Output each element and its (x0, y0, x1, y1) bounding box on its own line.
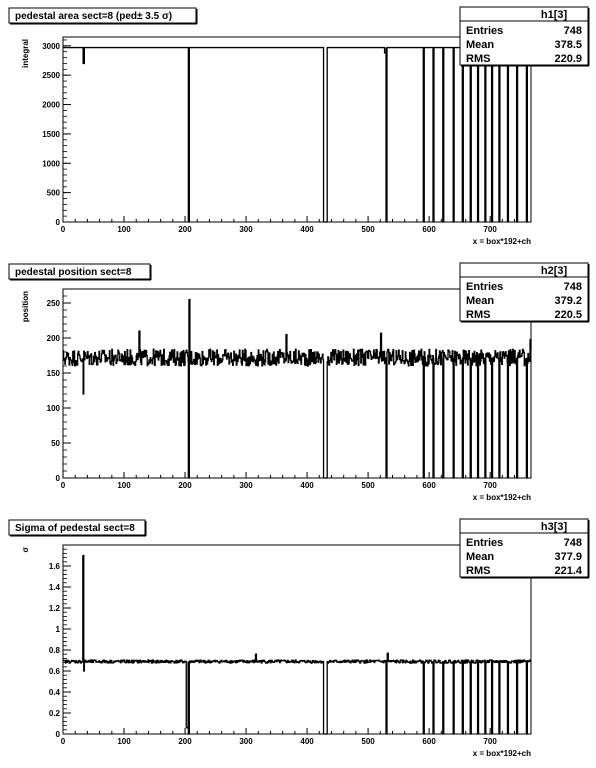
y-tick-label: 1 (55, 625, 60, 634)
stats-entries-value: 748 (563, 281, 582, 293)
stats-mean-label: Mean (466, 39, 495, 51)
y-tick-label: 1.6 (48, 562, 60, 571)
x-tick-label: 500 (361, 481, 375, 490)
y-tick-label: 3000 (42, 41, 60, 51)
y-tick-label: 2000 (42, 100, 60, 110)
x-tick-label: 500 (361, 737, 375, 746)
y-tick-label: 0.6 (48, 667, 60, 676)
stats-mean-value: 379.2 (554, 295, 582, 307)
y-tick-label: 1500 (42, 129, 60, 139)
x-tick-label: 200 (178, 737, 192, 746)
stats-mean-value: 378.5 (554, 39, 582, 51)
stats-name: h3[3] (540, 521, 568, 533)
stats-mean-label: Mean (466, 551, 495, 563)
histogram-trace (63, 48, 531, 222)
x-tick-label: 600 (422, 737, 436, 746)
x-tick-label: 0 (60, 737, 66, 746)
x-tick-label: 0 (60, 225, 66, 234)
x-tick-label: 300 (239, 225, 253, 234)
x-axis-label: x = box*192+ch (472, 237, 531, 246)
x-tick-label: 400 (300, 737, 314, 746)
y-tick-label: 150 (46, 369, 60, 378)
histogram-trace (63, 300, 531, 479)
x-tick-label: 600 (422, 225, 436, 234)
y-tick-label: 0 (55, 474, 60, 483)
x-tick-label: 100 (117, 481, 131, 490)
stats-mean-value: 377.9 (554, 551, 582, 563)
stats-rms-label: RMS (466, 565, 491, 577)
x-tick-label: 200 (178, 481, 192, 490)
x-tick-label: 700 (483, 225, 497, 234)
y-tick-label: 500 (46, 188, 60, 198)
x-tick-label: 100 (117, 225, 131, 234)
chart-title: Sigma of pedestal sect=8 (15, 523, 135, 534)
x-tick-label: 700 (483, 481, 497, 490)
x-tick-label: 400 (300, 481, 314, 490)
stats-entries-value: 748 (563, 25, 582, 37)
x-tick-label: 500 (361, 225, 375, 234)
y-tick-label: 1.2 (48, 604, 60, 613)
y-tick-label: 0.2 (48, 709, 60, 718)
histogram-trace (63, 556, 531, 735)
stats-entries-label: Entries (466, 537, 504, 549)
stats-mean-label: Mean (466, 295, 495, 307)
stats-entries-label: Entries (466, 25, 504, 37)
stats-rms-value: 220.9 (554, 53, 582, 65)
y-axis-label: position (21, 291, 30, 323)
y-axis-label: σ (21, 547, 30, 553)
stats-rms-label: RMS (466, 53, 491, 65)
stats-name: h1[3] (540, 9, 568, 21)
y-tick-label: 2500 (42, 71, 60, 81)
x-tick-label: 300 (239, 481, 253, 490)
y-tick-label: 0 (55, 218, 60, 227)
y-tick-label: 0.8 (48, 646, 60, 655)
y-tick-label: 250 (46, 299, 60, 308)
y-tick-label: 0 (55, 730, 60, 739)
y-axis-label: integral (21, 39, 30, 68)
histogram-panel-2 (9, 263, 589, 502)
x-tick-label: 0 (60, 481, 66, 490)
chart-title: pedestal area sect=8 (ped± 3.5 σ) (15, 11, 173, 22)
chart-title: pedestal position sect=8 (15, 267, 132, 278)
x-tick-label: 300 (239, 737, 253, 746)
histogram-panel-3 (9, 519, 589, 758)
y-tick-label: 100 (46, 404, 60, 413)
y-tick-label: 200 (46, 334, 60, 343)
y-tick-label: 1000 (42, 159, 60, 169)
stats-entries-value: 748 (563, 537, 582, 549)
histogram-panel-1 (9, 7, 589, 246)
x-tick-label: 600 (422, 481, 436, 490)
y-tick-label: 1.4 (48, 583, 60, 592)
x-tick-label: 200 (178, 225, 192, 234)
y-tick-label: 0.4 (48, 688, 60, 697)
x-tick-label: 700 (483, 737, 497, 746)
x-axis-label: x = box*192+ch (472, 493, 531, 502)
x-tick-label: 100 (117, 737, 131, 746)
stats-rms-label: RMS (466, 309, 491, 321)
stats-rms-value: 220.5 (554, 309, 582, 321)
stats-rms-value: 221.4 (554, 565, 582, 577)
x-tick-label: 400 (300, 225, 314, 234)
x-axis-label: x = box*192+ch (472, 749, 531, 758)
stats-name: h2[3] (540, 265, 568, 277)
y-tick-label: 50 (51, 439, 60, 448)
stats-entries-label: Entries (466, 281, 504, 293)
